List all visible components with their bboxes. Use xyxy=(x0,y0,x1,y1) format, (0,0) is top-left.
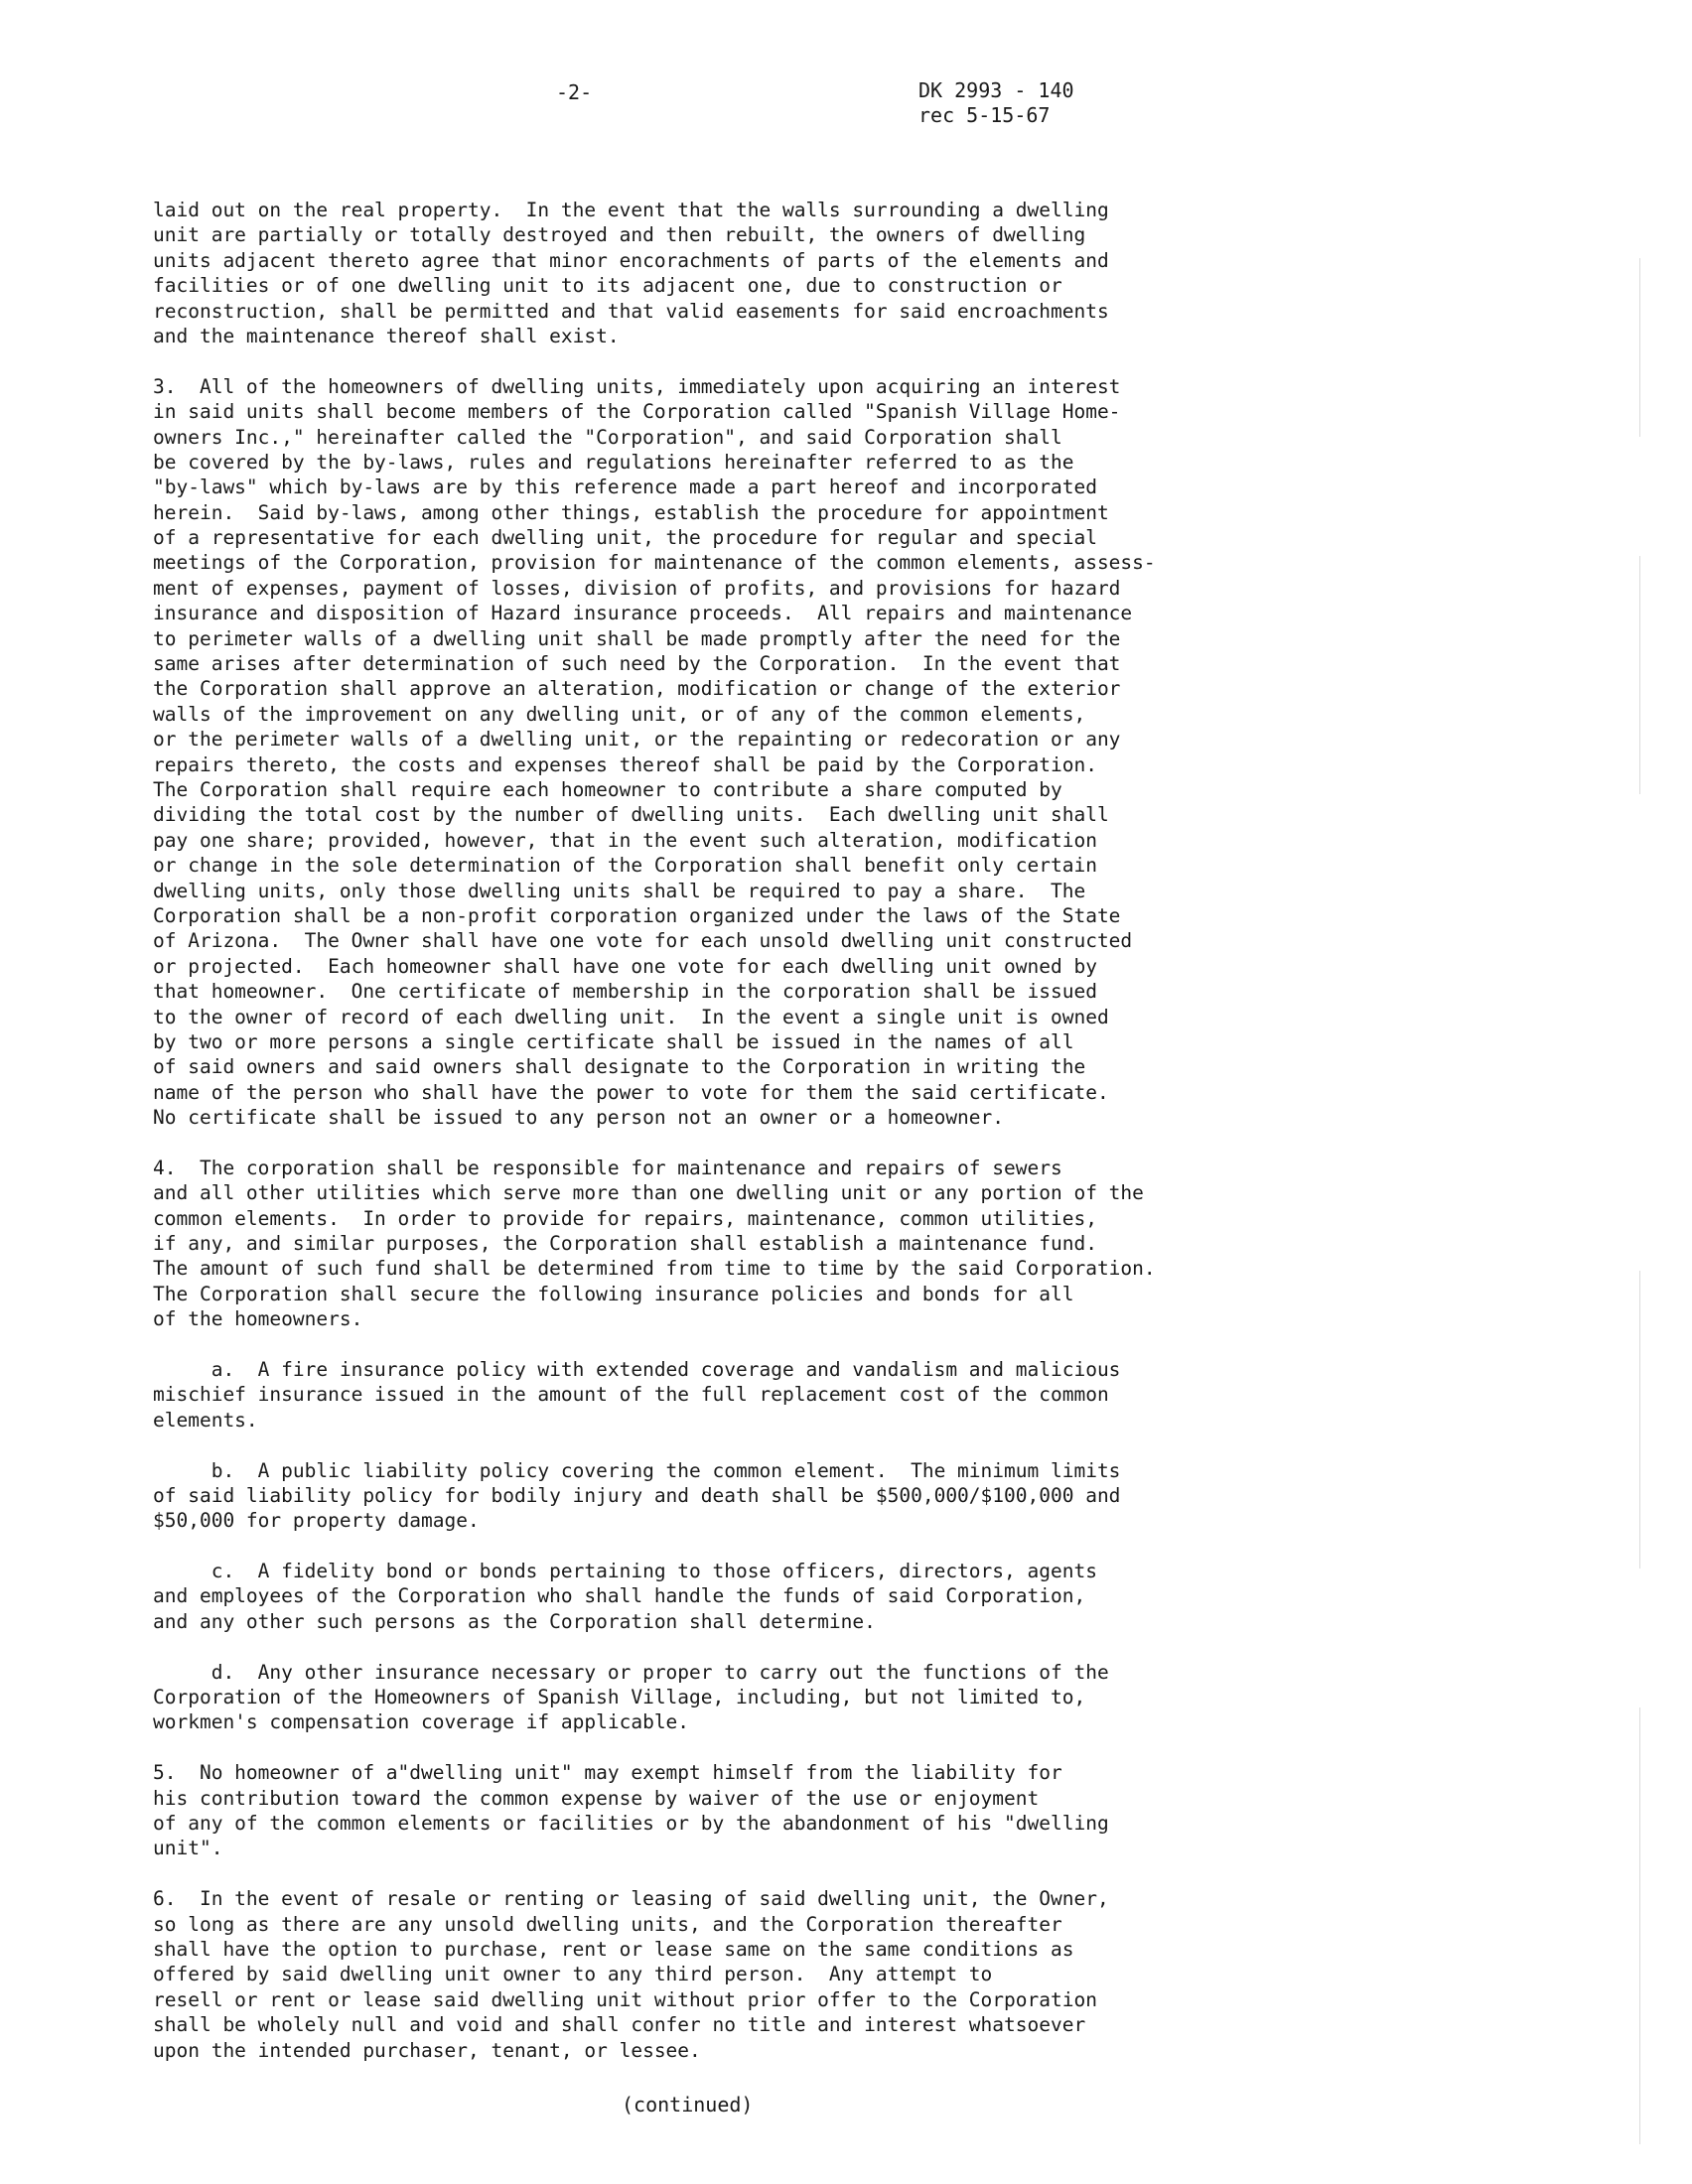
scan-margin-mark xyxy=(1639,556,1640,794)
text-line: his contribution toward the common expense by waiver of the use or enjoyment xyxy=(153,1786,1040,1810)
text-line: and employees of the Corporation who shall handle the funds of said Corporation, xyxy=(153,1584,1086,1608)
text-line: meetings of the Corporation, provision for maintenance of the common elements, assess- xyxy=(153,551,1156,575)
text-line: The amount of such fund shall be determined from time to time by the said Corporation. xyxy=(153,1257,1156,1281)
page-number: -2- xyxy=(556,80,593,104)
text-line: unit". xyxy=(153,1837,223,1860)
text-line: name of the person who shall have the power to vote for them the said certificate. xyxy=(153,1080,1109,1104)
text-line: d. Any other insurance necessary or proper to carry out the functions of the xyxy=(153,1660,1109,1684)
text-line: laid out on the real property. In the event that the walls surrounding a dwelling xyxy=(153,199,1109,221)
text-line: of the homeowners. xyxy=(153,1307,363,1331)
text-line: in said units shall become members of the Corporation called "Spanish Village Home- xyxy=(153,400,1121,424)
text-line: and the maintenance thereof shall exist. xyxy=(153,324,620,347)
text-line: and any other such persons as the Corporation shall determine. xyxy=(153,1609,876,1633)
text-line: b. A public liability policy covering the common element. The minimum limits xyxy=(153,1458,1121,1482)
text-line: walls of the improvement on any dwelling unit, or of any of the common elements, xyxy=(153,702,1086,726)
text-line: of a representative for each dwelling unit, the procedure for regular and special xyxy=(153,526,1097,550)
text-line: common elements. In order to provide for repairs, maintenance, common utilities, xyxy=(153,1206,1097,1230)
text-line: $50,000 for property damage. xyxy=(153,1509,480,1533)
text-line: reconstruction, shall be permitted and that valid easements for said encroachments xyxy=(153,299,1109,323)
text-line: The Corporation shall secure the following insurance policies and bonds for all xyxy=(153,1282,1074,1305)
paragraph xyxy=(153,1458,1225,1534)
text-line: mischief insurance issued in the amount of the full replacement cost of the common xyxy=(153,1383,1109,1407)
doc-ref-book: DK 2993 - 140 xyxy=(918,78,1074,102)
text-line: the Corporation shall approve an alteration, modification or change of the exterior xyxy=(153,677,1121,701)
text-line: 5. No homeowner of a"dwelling unit" may exempt himself from the liability for xyxy=(153,1761,1062,1785)
paragraph xyxy=(153,1760,1225,1861)
text-line: that homeowner. One certificate of membership in the corporation shall be issued xyxy=(153,980,1097,1004)
paragraph xyxy=(153,198,1225,348)
text-line: dividing the total cost by the number of dwelling units. Each dwelling unit shall xyxy=(153,803,1109,827)
text-line: of any of the common elements or facilities or by the abandonment of his "dwelling xyxy=(153,1812,1109,1835)
paragraph xyxy=(153,1357,1225,1433)
paragraph xyxy=(153,1559,1225,1634)
paragraph xyxy=(153,1886,1225,2063)
text-line: No certificate shall be issued to any person not an owner or a homeowner. xyxy=(153,1106,1005,1130)
text-line: by two or more persons a single certificate shall be issued in the names of all xyxy=(153,1029,1074,1053)
text-line: be covered by the by-laws, rules and regulations hereinafter referred to as the xyxy=(153,450,1074,474)
text-line: to the owner of record of each dwelling unit. In the event a single unit is owned xyxy=(153,1005,1109,1028)
text-line: or projected. Each homeowner shall have one vote for each dwelling unit owned by xyxy=(153,954,1097,978)
text-line: to perimeter walls of a dwelling unit shall be made promptly after the need for the xyxy=(153,626,1121,650)
text-line: dwelling units, only those dwelling units shall be required to pay a share. The xyxy=(153,879,1086,902)
document-reference xyxy=(918,78,1074,128)
text-line: 3. All of the homeowners of dwelling units, immediately upon acquiring an interest xyxy=(153,374,1121,398)
text-line: workmen's compensation coverage if applicable. xyxy=(153,1710,690,1734)
text-line: 6. In the event of resale or renting or leasing of said dwelling unit, the Owner, xyxy=(153,1887,1109,1911)
text-line: Corporation of the Homeowners of Spanish Village, including, but not limited to, xyxy=(153,1686,1086,1709)
paragraph xyxy=(153,1156,1225,1332)
text-line: insurance and disposition of Hazard insurance proceeds. All repairs and maintenance xyxy=(153,602,1133,625)
text-line: upon the intended purchaser, tenant, or lessee. xyxy=(153,2038,701,2062)
paragraph-gap xyxy=(153,1735,1225,1760)
paragraph-gap xyxy=(153,1332,1225,1357)
paragraph-gap xyxy=(153,1534,1225,1559)
paragraph xyxy=(153,374,1225,1131)
scan-margin-mark xyxy=(1639,1707,1640,2144)
text-line: "by-laws" which by-laws are by this reference made a part hereof and incorporated xyxy=(153,476,1097,499)
paragraph-gap xyxy=(153,1634,1225,1659)
text-line: pay one share; provided, however, that in the event such alteration, modification xyxy=(153,828,1097,852)
text-line: same arises after determination of such need by the Corporation. In the event that xyxy=(153,652,1121,676)
text-line: of said liability policy for bodily injury and death shall be $500,000/$100,000 and xyxy=(153,1483,1121,1507)
text-line: owners Inc.," hereinafter called the "Corporation", and said Corporation shall xyxy=(153,425,1062,449)
text-line: or change in the sole determination of the Corporation shall benefit only certain xyxy=(153,854,1097,878)
doc-ref-recorded: rec 5-15-67 xyxy=(918,103,1051,127)
text-line: The Corporation shall require each homeowner to contribute a share computed by xyxy=(153,777,1062,801)
text-line: so long as there are any unsold dwelling units, and the Corporation thereafter xyxy=(153,1912,1062,1936)
text-line: of Arizona. The Owner shall have one vote for each unsold dwelling unit constructed xyxy=(153,929,1133,953)
text-line: repairs thereto, the costs and expenses thereof shall be paid by the Corporation. xyxy=(153,752,1097,776)
text-line: ment of expenses, payment of losses, division of profits, and provisions for hazard xyxy=(153,576,1121,600)
scan-margin-mark xyxy=(1639,258,1640,437)
text-line: or the perimeter walls of a dwelling unit, or the repainting or redecoration or any xyxy=(153,728,1121,751)
text-line: a. A fire insurance policy with extended coverage and vandalism and malicious xyxy=(153,1357,1121,1381)
paragraph-gap xyxy=(153,1130,1225,1155)
text-line: 4. The corporation shall be responsible for maintenance and repairs of sewers xyxy=(153,1156,1062,1179)
text-line: units adjacent thereto agree that minor encorachments of parts of the elements and xyxy=(153,248,1109,272)
scan-margin-mark xyxy=(1639,1271,1640,1569)
text-line: c. A fidelity bond or bonds pertaining to those officers, directors, agents xyxy=(153,1560,1097,1583)
text-line: elements. xyxy=(153,1408,258,1432)
paragraph-gap xyxy=(153,1433,1225,1457)
paragraph-gap xyxy=(153,1861,1225,1886)
text-line: of said owners and said owners shall designate to the Corporation in writing the xyxy=(153,1055,1086,1079)
text-line: offered by said dwelling unit owner to any third person. Any attempt to xyxy=(153,1963,993,1986)
text-line: Corporation shall be a non-profit corporation organized under the laws of the State xyxy=(153,903,1121,927)
paragraph-gap xyxy=(153,348,1225,373)
text-line: resell or rent or lease said dwelling unit without prior offer to the Corporation xyxy=(153,1987,1097,2011)
text-line: if any, and similar purposes, the Corporation shall establish a maintenance fund. xyxy=(153,1232,1097,1256)
text-line: unit are partially or totally destroyed and then rebuilt, the owners of dwelling xyxy=(153,223,1086,247)
text-line: shall be wholely null and void and shall confer no title and interest whatsoever xyxy=(153,2013,1086,2037)
text-line: and all other utilities which serve more than one dwelling unit or any portion of the xyxy=(153,1181,1144,1205)
text-line: facilities or of one dwelling unit to its adjacent one, due to construction or xyxy=(153,274,1062,298)
text-line: herein. Said by-laws, among other things, establish the procedure for appointment xyxy=(153,500,1109,524)
text-line: shall have the option to purchase, rent or lease same on the same conditions as xyxy=(153,1937,1074,1961)
continued-note: (continued) xyxy=(622,2093,754,2116)
paragraph xyxy=(153,1660,1225,1735)
document-body xyxy=(153,198,1225,2063)
